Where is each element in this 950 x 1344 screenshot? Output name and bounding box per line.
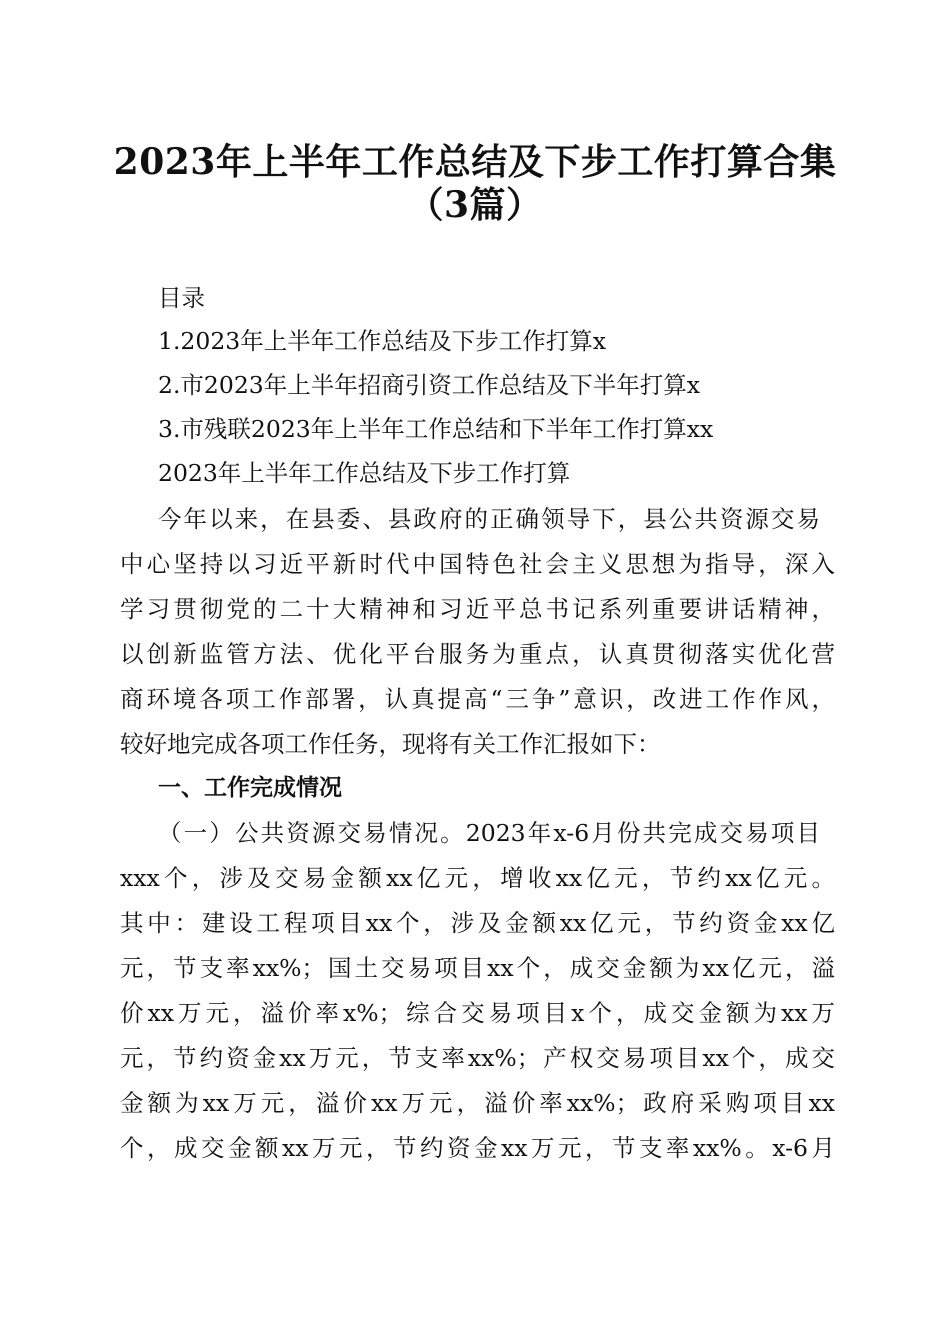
para1-line-1: （一）公共资源交易情况。2023年x-6月份共完成交易项目 [158, 819, 820, 847]
intro-line-4: 以创新监管方法、优化平台服务为重点，认真贯彻落实优化营 [120, 640, 835, 668]
section-title: 2023年上半年工作总结及下步工作打算 [158, 459, 571, 487]
document-title-line-1: 2023年上半年工作总结及下步工作打算合集 [113, 141, 837, 183]
toc-label: 目录 [158, 284, 205, 312]
para1-line-8: 个，成交金额xx万元，节约资金xx万元，节支率xx%。x-6月 [120, 1134, 835, 1162]
intro-line-1: 今年以来，在县委、县政府的正确领导下，县公共资源交易 [158, 505, 820, 533]
para1-line-4: 元，节支率xx%；国土交易项目xx个，成交金额为xx亿元，溢 [120, 954, 835, 982]
document-title-line-2: （3篇） [407, 184, 543, 226]
intro-line-3: 学习贯彻党的二十大精神和习近平总书记系列重要讲话精神， [120, 595, 835, 623]
toc-item-3: 3.市残联2023年上半年工作总结和下半年工作打算xx [158, 415, 714, 443]
para1-line-5: 价xx万元，溢价率x%；综合交易项目x个，成交金额为xx万 [120, 999, 835, 1027]
intro-line-5: 商环境各项工作部署，认真提高“三争”意识，改进工作作风， [120, 685, 835, 713]
para1-line-6: 元，节约资金xx万元，节支率xx%；产权交易项目xx个，成交 [120, 1044, 835, 1072]
para1-line-3: 其中：建设工程项目xx个，涉及金额xx亿元，节约资金xx亿 [120, 909, 835, 937]
intro-line-6: 较好地完成各项工作任务，现将有关工作汇报如下： [120, 730, 661, 758]
toc-item-1: 1.2023年上半年工作总结及下步工作打算x [158, 327, 606, 355]
para1-line-7: 金额为xx万元，溢价xx万元，溢价率xx%；政府采购项目xx [120, 1089, 835, 1117]
intro-line-2: 中心坚持以习近平新时代中国特色社会主义思想为指导，深入 [120, 550, 835, 578]
heading-work-completion: 一、工作完成情况 [158, 775, 342, 801]
para1-line-2: xxx个，涉及交易金额xx亿元，增收xx亿元，节约xx亿元。 [120, 864, 835, 892]
toc-item-2: 2.市2023年上半年招商引资工作总结及下半年打算x [158, 371, 700, 399]
